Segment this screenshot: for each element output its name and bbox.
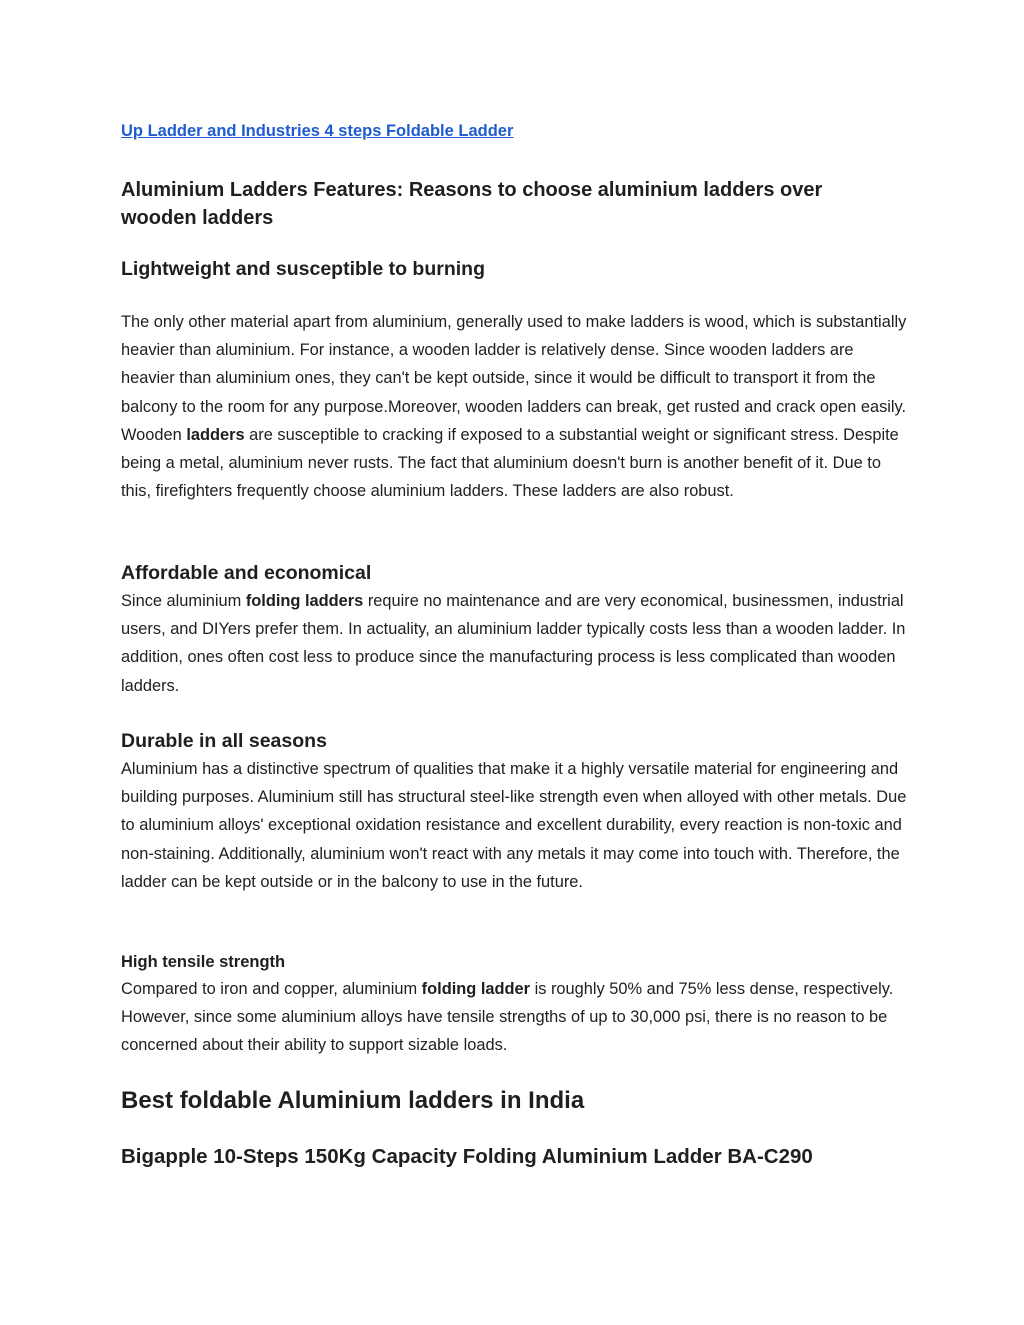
section-paragraph-tensile [121,975,911,1060]
section-heading-tensile: High tensile strength [121,953,286,971]
section-paragraph-durable: Aluminium has a distinctive spectrum of qualities that make it a highly versatile material for engineering and building purposes. Aluminium still has structural steel-like strength even when alloyed with other metals. Due to aluminium alloys' exceptional oxidation resistance and excellent durability, every reaction is non-toxic and non-staining. Additionally, aluminium won't react with any metals it may come into touch with. Therefore, the ladder can be kept outside or in the balcony to use in the future. [121,760,907,891]
paragraph-text: are susceptible to cracking if exposed to a substantial weight or significant stress. Despite being a metal, aluminium never rusts. The fact that aluminium doesn't burn is another benefit of it. Due to this, firefighters frequently choose aluminium ladders. These ladders are also robust. [121,425,899,501]
product-heading: Bigapple 10-Steps 150Kg Capacity Folding Aluminium Ladder BA-C290 [121,1145,813,1168]
paragraph-text: Compared to iron and copper, aluminium [121,980,422,998]
section-heading-lightweight: Lightweight and susceptible to burning [121,258,485,280]
paragraph-text: require no maintenance and are very economical, businessmen, industrial users, and DIYers prefer them. In actuality, an aluminium ladder typically costs less than a wooden ladder. In addition, ones often cost less to produce since the manufacturing process is less complicated than wooden ladders. [121,592,906,695]
bold-keyword: folding ladder [421,980,531,998]
product-link[interactable]: Up Ladder and Industries 4 steps Foldable Ladder [121,122,514,140]
section-heading-affordable: Affordable and economical [121,562,372,584]
main-heading: Aluminium Ladders Features: Reasons to choose aluminium ladders over wooden ladders [121,179,823,229]
bold-keyword: ladders [186,425,245,444]
bold-keyword: folding ladders [245,592,364,610]
paragraph-text: is roughly 50% and 75% less dense, respectively. However, since some aluminium alloys have tensile strengths of up to 30,000 psi, there is no reason to be concerned about their ability to support sizable loads. [121,980,894,1055]
section-heading-durable: Durable in all seasons [121,730,327,752]
paragraph-text: Since aluminium [121,592,246,610]
section-paragraph-lightweight [121,308,911,505]
section-paragraph-affordable [121,587,911,700]
best-ladders-heading: Best foldable Aluminium ladders in India [121,1087,585,1114]
paragraph-text: The only other material apart from aluminium, generally used to make ladders is wood, which is substantially heavier than aluminium. For instance, a wooden ladder is relatively dense. Since wooden ladders are heavier than aluminium ones, they can't be kept outside, since it would be difficult to transport it from the balcony to the room for any purpose.Moreover, wooden ladders can break, get rusted and crack open easily. Wooden [121,313,907,444]
